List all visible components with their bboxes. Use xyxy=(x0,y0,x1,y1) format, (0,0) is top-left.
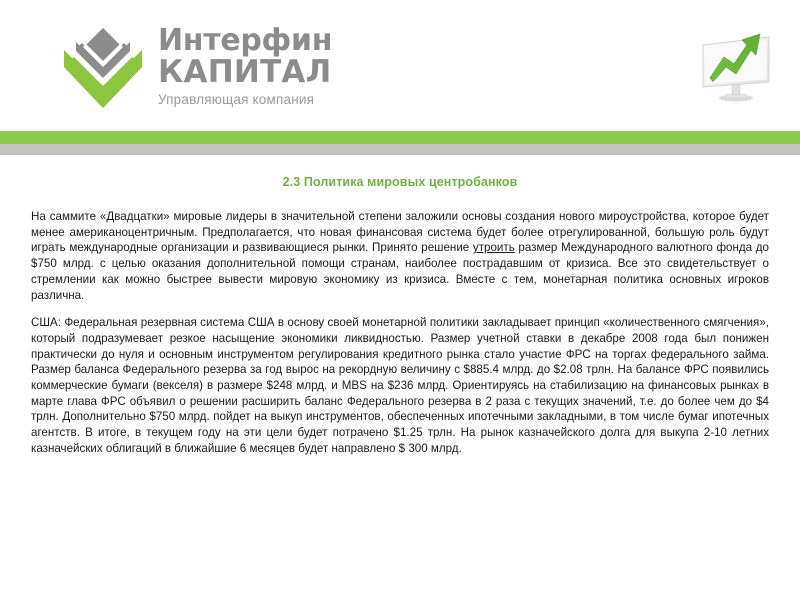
company-logo-text xyxy=(158,24,332,109)
utroit-underlined-term: утроить xyxy=(472,241,515,255)
company-logo xyxy=(62,24,332,110)
interfin-diamond-logo-icon xyxy=(62,26,144,110)
paragraph-usa-fed-policy: США: Федеральная резервная система США в основу своей монетарной политики закладывает принцип «количественного смягчения», который подразумевает резкое насыщение экономики ликвидностью. Размер учетной ставки в декабре 2008 года был понижен практически до нуля и основным инструментом регулирования кредитного рынка стало участие ФРС на торгах федерального займа. Размер баланса Федерального резерва за год вырос на рекордную величину с $885.4 млрд. до $2.08 трлн. На балансе ФРС появились коммерческие бумаги (векселя) в размере $248 млрд. и MBS на $236 млрд. Ориентируясь на стабилизацию на финансовых рынках в марте глава ФРС объявил о решении расширить баланс Федерального резерва в 2 раза с текущих значений, т.е. до более чем до $4 трлн. Дополнительно $750 млрд. пойдет на выкуп инструментов, обеспеченных ипотечными закладными, в том числе бумаг ипотечных агентств. В итоге, в текущем году на эти цели будет потрачено $1.25 трлн. На рынок казначейского долга для выкупа 2-10 летних казначейских облигаций в ближайшие 6 месяцев будет направлено $ 300 млрд. xyxy=(31,316,769,455)
paragraph-1-text-a: На саммите «Двадцатки» мировые лидеры в значительной степени заложили основы создания нового мироустройства, которое будет менее американоцентричным. Предполагается, что новая финансовая система будет более отрегулированной, большую роль будут играть международные организации и развивающиеся рынки. Принято решение xyxy=(31,210,769,255)
divider-band-green xyxy=(0,131,800,144)
logo-name-line-1: Интерфин xyxy=(158,23,333,58)
logo-name-line-2: КАПИТАЛ xyxy=(158,54,332,90)
paragraph-global-policy xyxy=(0,209,800,303)
divider-band-gray xyxy=(0,144,800,155)
slide-content xyxy=(0,155,800,457)
page-title: 2.3 Политика мировых центробанков xyxy=(282,175,518,189)
slide-header xyxy=(0,0,800,131)
logo-tagline: Управляющая компания xyxy=(158,92,315,107)
paragraph-1-text-b: размер Международного валютного фонда до $750 млрд. с целью оказания дополнительной помощи странам, наиболее пострадавшим от кризиса. Все это свидетельствует о стремлении как можно быстрее вывести мировую экономику из кризиса. Вместе с тем, монетарная политика основных игроков различна. xyxy=(31,241,769,302)
monitor-rising-chart-icon xyxy=(690,18,782,110)
